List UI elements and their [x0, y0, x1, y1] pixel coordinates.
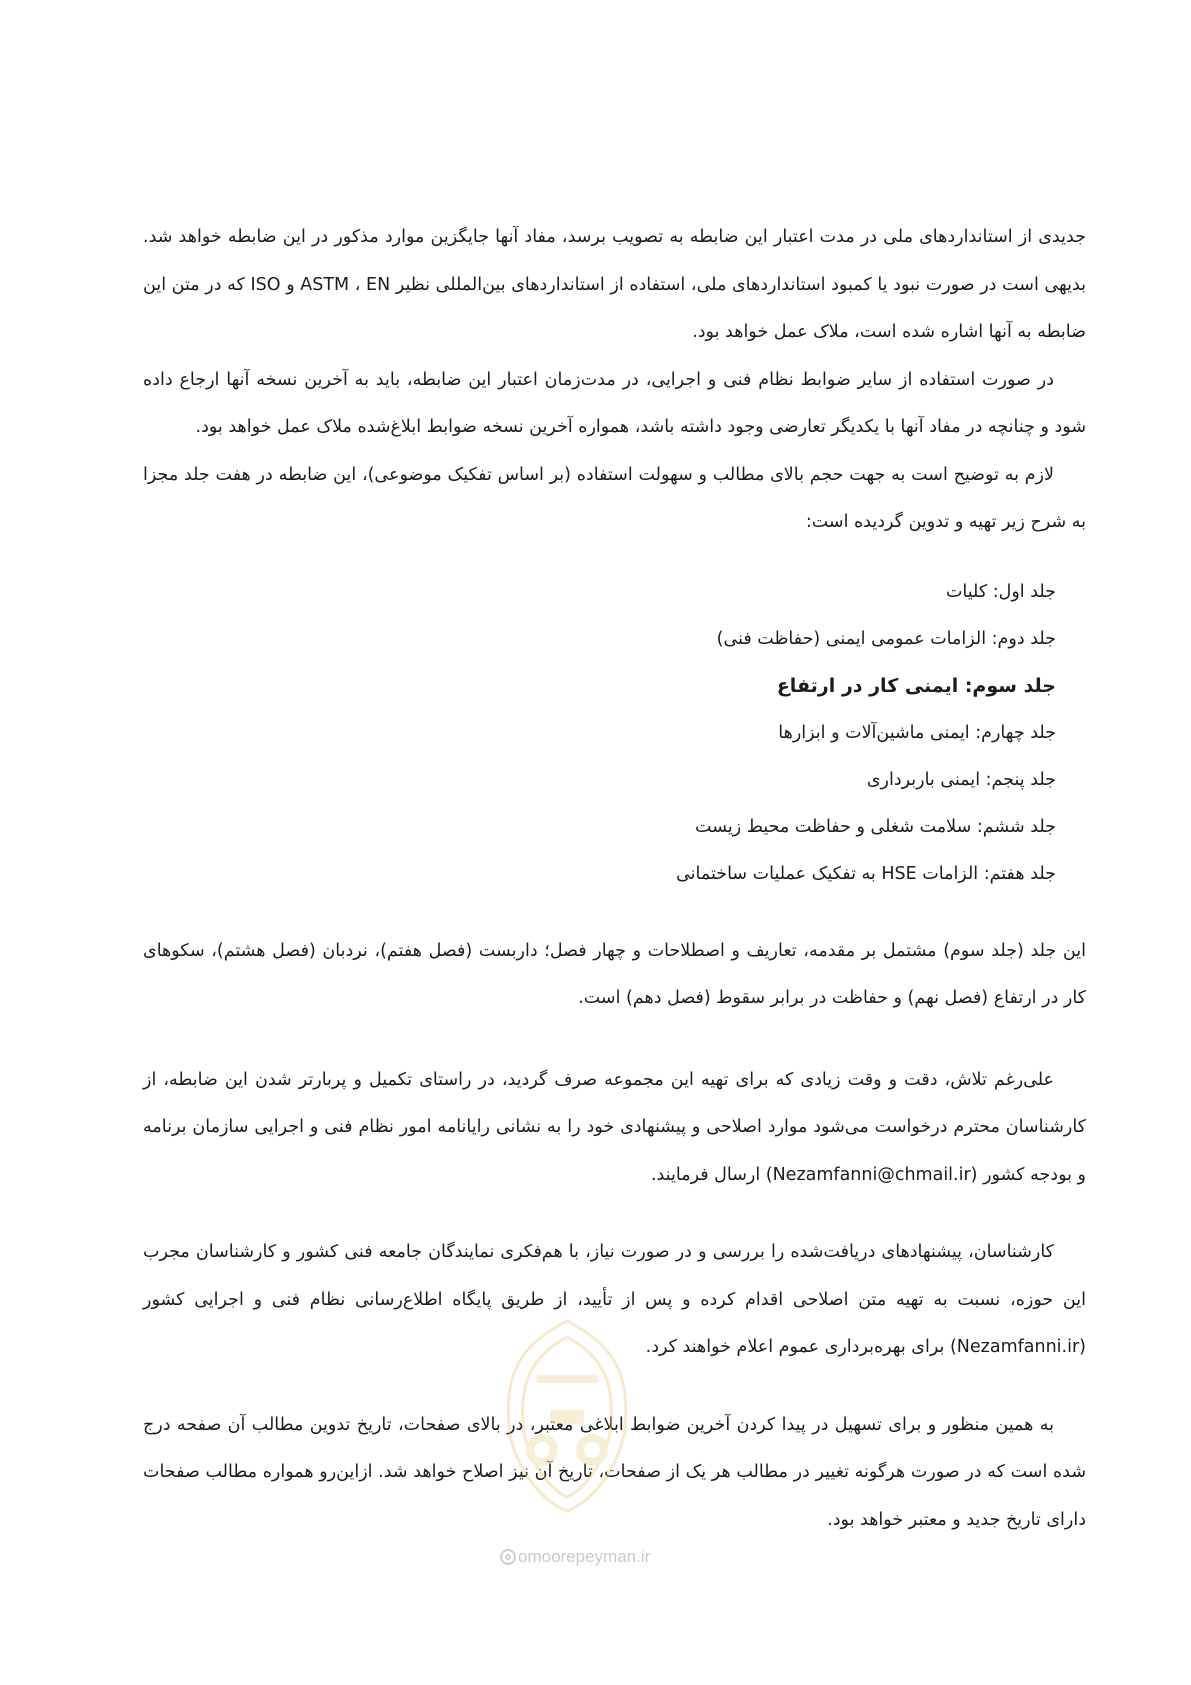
- volume-item-5: جلد پنجم: ایمنی باربرداری: [866, 769, 1056, 790]
- paragraph-feedback: [143, 1057, 1086, 1200]
- watermark-site: [500, 1547, 675, 1567]
- volume-item-2: جلد دوم: الزامات عمومی ایمنی (حفاظت فنی): [716, 628, 1056, 649]
- volume-item-3-current: جلد سوم: ایمنی کار در ارتفاع: [776, 674, 1056, 697]
- paragraph-volumes-intro: لازم به توضیح است به جهت حجم بالای مطالب و سهولت استفاده (بر اساس تفکیک موضوعی)، این ضابطه در هفت جلد مجزا به شرح زیر تهیه و تدوین گردیده است:: [143, 464, 1086, 532]
- watermark-site-text: omoorepeyman.ir: [518, 1547, 651, 1566]
- review-text-end: برای بهره‌برداری عموم اعلام خواهند کرد.: [645, 1337, 945, 1357]
- volume-item-4: جلد چهارم: ایمنی ماشین‌آلات و ابزارها: [778, 722, 1056, 743]
- paragraph-dates: به همین منظور و برای تسهیل در پیدا کردن آخرین ضوابط ابلاغی معتبر، در بالای صفحات، تاریخ تدوین مطالب آن صفحه درج شده است که در صورت هرگونه تغییر در مطالب هر یک از صفحات، تاریخ آن نیز اصلاح خواهد شد. ازاین‌رو همواره مطالب صفحات دارای تاریخ جدید و معتبر خواهد بود.: [143, 1414, 1086, 1530]
- paragraph-this-volume: این جلد (جلد سوم) مشتمل بر مقدمه، تعاریف و اصطلاحات و چهار فصل؛ داربست (فصل هفتم)، نردبان (فصل هشتم)، سکوهای کار در ارتفاع (فصل نهم) و حفاظت در برابر سقوط (فصل دهم) است.: [143, 940, 1086, 1008]
- feedback-text: علی‌رغم تلاش، دقت و وقت زیادی که برای تهیه این مجموعه صرف گردید، در راستای تکمیل و پربارتر شدن این ضابطه، از کارشناسان محترم درخواست می‌شود موارد اصلاحی و پیشنهادی خود را به نشانی رایانامه امور نظام فنی و اجرایی سازمان برنامه و بودجه کشور: [143, 1069, 1086, 1185]
- volume-item-6: جلد ششم: سلامت شغلی و حفاظت محیط زیست: [695, 816, 1056, 837]
- review-text: کارشناسان، پیشنهادهای دریافت‌شده را بررسی و در صورت نیاز، با هم‌فکری نمایندگان جامعه فنی کشور و کارشناسان مجرب این حوزه، نسبت به تهیه متن اصلاحی اقدام کرده و پس از تأیید، از طریق پایگاه اطلاع‌رسانی نظام فنی و اجرایی کشور: [143, 1242, 1086, 1310]
- volume-item-1: جلد اول: کلیات: [945, 581, 1056, 602]
- document-body: [143, 214, 1086, 1544]
- paragraph-review: [143, 1229, 1086, 1372]
- volume-list: [143, 569, 1086, 898]
- paragraph-standards: جدیدی از استانداردهای ملی در مدت اعتبار این ضابطه به تصویب برسد، مفاد آنها جایگزین موارد مذکور در این ضابطه خواهد شد. بدیهی است در صورت نبود یا کمبود استانداردهای ملی، استفاده از استانداردهای بین‌المللی نظیر ASTM ، EN و ISO که در متن این ضابطه به آنها اشاره شده است، ملاک عمل خواهد بود.: [143, 227, 1087, 342]
- at-sign-icon: [500, 1549, 516, 1565]
- feedback-email: (Nezamfanni@chmail.ir): [765, 1164, 978, 1185]
- review-website: (Nezamfanni.ir): [949, 1337, 1086, 1357]
- paragraph-other-regulations: در صورت استفاده از سایر ضوابط نظام فنی و اجرایی، در مدت‌زمان اعتبار این ضابطه، باید به آخرین نسخه آنها ارجاع داده شود و چنانچه در مفاد آنها با یکدیگر تعارضی وجود داشته باشد، همواره آخرین نسخه ضوابط ابلاغ‌شده ملاک عمل خواهد بود.: [143, 369, 1086, 437]
- volume-item-7: جلد هفتم: الزامات HSE به تفکیک عملیات ساختمانی: [676, 863, 1056, 884]
- feedback-text-end: ارسال فرمایند.: [650, 1164, 761, 1185]
